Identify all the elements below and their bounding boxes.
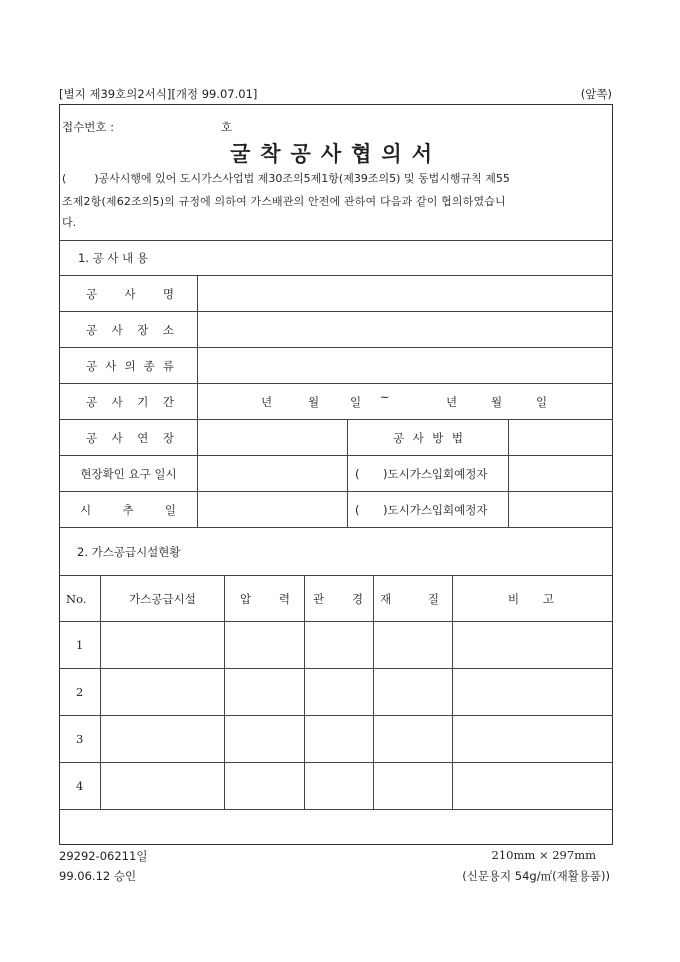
table-row xyxy=(60,622,612,668)
label-construction-method xyxy=(393,420,463,455)
remarks-field[interactable] xyxy=(453,763,612,809)
form-code: 29292-06211일 xyxy=(59,849,148,863)
table-row xyxy=(60,716,612,762)
header-char: 질 xyxy=(427,591,439,606)
section-2-heading: 2. 가스공급시설현황 xyxy=(77,544,181,559)
site-check-request-field[interactable] xyxy=(198,456,347,491)
diameter-field[interactable] xyxy=(305,669,373,715)
column-header-no: No. xyxy=(66,591,87,606)
remarks-field[interactable] xyxy=(453,716,612,762)
gas-witness-field-1[interactable] xyxy=(509,456,612,491)
remarks-field[interactable] xyxy=(453,669,612,715)
approval-date: 99.06.12 승인 xyxy=(59,869,137,883)
label-char: 시 xyxy=(80,502,92,517)
gas-witness-field-2[interactable] xyxy=(509,492,612,527)
witness-open-paren: ( xyxy=(355,502,360,517)
label-gas-witness-1: )도시가스입회예정자 xyxy=(383,466,488,481)
material-field[interactable] xyxy=(374,669,452,715)
header-char: 력 xyxy=(278,591,290,606)
material-field[interactable] xyxy=(374,622,452,668)
row-number: 2 xyxy=(76,685,84,699)
header-char: 경 xyxy=(351,591,363,606)
document-title: 굴착공사협의서 xyxy=(229,141,442,166)
label-char: 명 xyxy=(162,286,174,301)
intro-line-3: 다. xyxy=(62,216,77,229)
label-char: 일 xyxy=(164,502,176,517)
page-side-label: (앞쪽) xyxy=(580,87,612,101)
header-char: 비 xyxy=(508,591,520,606)
label-char: 류 xyxy=(162,358,174,373)
label-char: 사 xyxy=(412,430,424,445)
witness-open-paren: ( xyxy=(355,466,360,481)
label-char: 소 xyxy=(162,322,174,337)
table-row xyxy=(60,669,612,715)
receipt-number-label: 접수번호 : xyxy=(62,120,114,134)
period-to-day: 일 xyxy=(536,394,548,409)
label-char: 공 xyxy=(86,286,98,301)
column-header-diameter xyxy=(313,576,363,621)
material-field[interactable] xyxy=(374,763,452,809)
column-header-material xyxy=(380,576,439,621)
row-number: 1 xyxy=(76,638,84,652)
header-char: 관 xyxy=(313,591,325,606)
intro-line-2: 조제2항(제62조의5)의 규정에 의하여 가스배관의 안전에 관하여 다음과 같이 협의하였습니 xyxy=(62,195,506,208)
pressure-field[interactable] xyxy=(225,622,304,668)
pressure-field[interactable] xyxy=(225,716,304,762)
label-char: 의 xyxy=(124,358,136,373)
project-type-field[interactable] xyxy=(198,348,612,383)
label-char: 기 xyxy=(137,394,149,409)
label-drilling-date xyxy=(80,492,176,527)
diameter-field[interactable] xyxy=(305,622,373,668)
intro-line-1: ( )공사시행에 있어 도시가스사업법 제30조의5제1항(제39조의5) 및 동법시행규칙 제55 xyxy=(62,172,510,185)
facility-field[interactable] xyxy=(101,669,224,715)
column-header-pressure xyxy=(240,576,290,621)
pressure-field[interactable] xyxy=(225,763,304,809)
row-number: 3 xyxy=(76,732,84,746)
period-to-year: 년 xyxy=(446,394,458,409)
label-char: 방 xyxy=(432,430,444,445)
facility-field[interactable] xyxy=(101,716,224,762)
column-header-facility: 가스공급시설 xyxy=(129,591,196,606)
project-extension-field[interactable] xyxy=(198,420,347,455)
facility-field[interactable] xyxy=(101,763,224,809)
project-name-field[interactable] xyxy=(198,276,612,311)
label-char: 공 xyxy=(86,430,98,445)
label-char: 사 xyxy=(111,322,123,337)
label-char: 사 xyxy=(105,358,117,373)
label-project-extension xyxy=(86,420,174,455)
period-to-month: 월 xyxy=(491,394,503,409)
project-period-field[interactable] xyxy=(198,384,612,419)
label-site-check-request: 현장확인 요구 일시 xyxy=(80,466,177,481)
form-reference: [별지 제39호의2서식][개정 99.07.01] xyxy=(59,87,258,101)
header-char: 재 xyxy=(380,591,392,606)
header-char: 압 xyxy=(240,591,252,606)
remarks-field[interactable] xyxy=(453,622,612,668)
label-char: 사 xyxy=(111,430,123,445)
project-location-field[interactable] xyxy=(198,312,612,347)
label-char: 연 xyxy=(137,430,149,445)
facility-field[interactable] xyxy=(101,622,224,668)
period-from-month: 월 xyxy=(308,394,320,409)
section-1-heading: 1. 공 사 내 용 xyxy=(78,251,149,265)
label-project-period xyxy=(86,384,174,419)
label-char: 간 xyxy=(162,394,174,409)
receipt-number-field[interactable] xyxy=(152,114,216,132)
paper-spec: (신문용지 54g/㎡(재활용품)) xyxy=(462,869,610,883)
label-char: 공 xyxy=(86,358,98,373)
row-number: 4 xyxy=(76,779,84,793)
period-separator: ~ xyxy=(380,390,390,404)
label-char: 공 xyxy=(86,394,98,409)
label-char: 종 xyxy=(143,358,155,373)
label-project-name xyxy=(86,276,174,311)
label-char: 공 xyxy=(393,430,405,445)
label-char: 사 xyxy=(124,286,136,301)
label-gas-witness-2: )도시가스입회예정자 xyxy=(383,502,488,517)
project-name-blank-field[interactable] xyxy=(76,167,118,185)
construction-method-field[interactable] xyxy=(509,420,612,455)
label-char: 공 xyxy=(86,322,98,337)
label-char: 장 xyxy=(137,322,149,337)
label-char: 장 xyxy=(162,430,174,445)
label-project-type xyxy=(86,348,174,383)
label-char: 추 xyxy=(122,502,134,517)
drilling-date-field[interactable] xyxy=(198,492,347,527)
diameter-field[interactable] xyxy=(305,716,373,762)
pressure-field[interactable] xyxy=(225,669,304,715)
label-project-location xyxy=(86,312,174,347)
receipt-number-suffix: 호 xyxy=(221,120,233,134)
column-header-remarks xyxy=(508,576,554,621)
label-char: 법 xyxy=(451,430,463,445)
period-from-year: 년 xyxy=(261,394,273,409)
period-from-day: 일 xyxy=(350,394,362,409)
diameter-field[interactable] xyxy=(305,763,373,809)
label-char: 사 xyxy=(111,394,123,409)
table-row xyxy=(60,763,612,809)
paper-size: 210mm × 297mm xyxy=(491,848,596,862)
header-char: 고 xyxy=(542,591,554,606)
material-field[interactable] xyxy=(374,716,452,762)
